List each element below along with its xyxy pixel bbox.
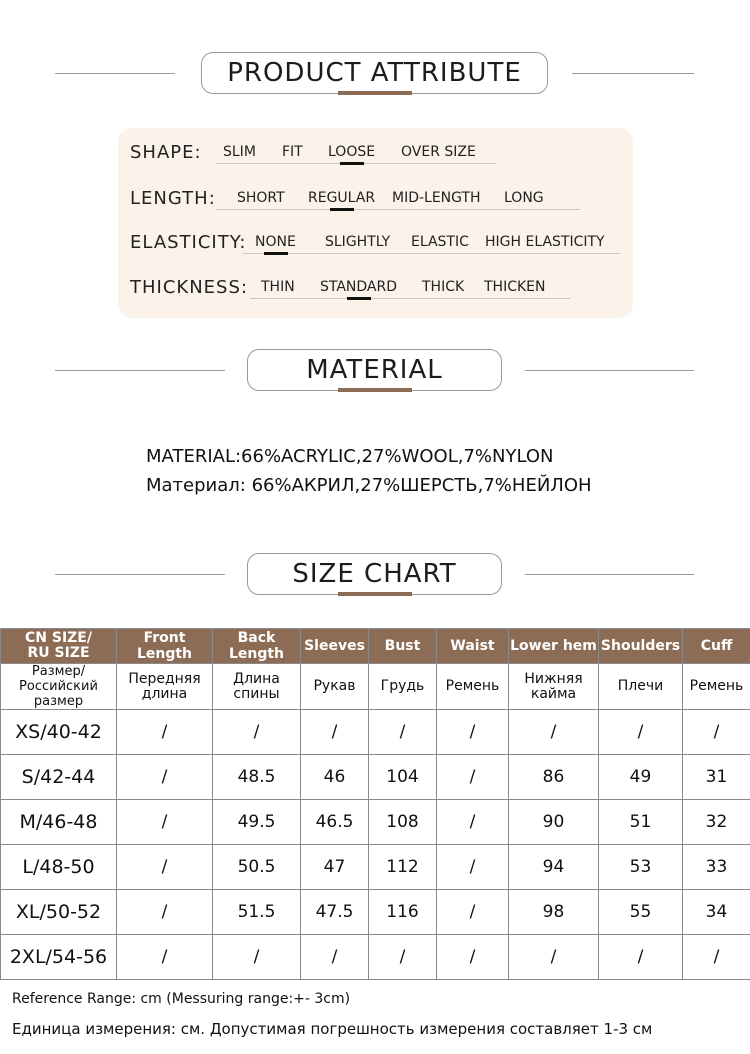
selected-marker bbox=[264, 252, 288, 255]
value-cell: 46 bbox=[301, 755, 369, 800]
size-cell: 2XL/54-56 bbox=[1, 935, 117, 980]
attribute-label: ELASTICITY: bbox=[130, 232, 247, 253]
selected-marker bbox=[340, 162, 364, 165]
header-cell: Front Length bbox=[117, 629, 213, 664]
header-cell: Bust bbox=[369, 629, 437, 664]
header-cell-ru: Передняя длина bbox=[117, 664, 213, 710]
attribute-option: SLIGHTLY bbox=[325, 234, 391, 250]
value-cell: 32 bbox=[683, 800, 750, 845]
title-accent-bar bbox=[338, 592, 412, 596]
attribute-option: SHORT bbox=[237, 190, 285, 206]
table-row bbox=[1, 935, 750, 980]
table-row bbox=[1, 800, 750, 845]
value-cell: 31 bbox=[683, 755, 750, 800]
table-header-ru bbox=[1, 664, 750, 710]
header-cell-ru: Ремень bbox=[437, 664, 509, 710]
value-cell: / bbox=[509, 710, 599, 755]
header-cell-ru: Размер/ Российский размер bbox=[1, 664, 117, 710]
value-cell: / bbox=[213, 935, 301, 980]
reference-range-ru: Единица измерения: см. Допустимая погрешность измерения составляет 1-3 см bbox=[12, 1020, 653, 1038]
attribute-option: MID-LENGTH bbox=[392, 190, 481, 206]
attribute-option: SLIM bbox=[223, 144, 256, 160]
value-cell: 53 bbox=[599, 845, 683, 890]
value-cell: 50.5 bbox=[213, 845, 301, 890]
value-cell: / bbox=[437, 890, 509, 935]
table-row bbox=[1, 890, 750, 935]
value-cell: 47 bbox=[301, 845, 369, 890]
value-cell: / bbox=[117, 845, 213, 890]
value-cell: 47.5 bbox=[301, 890, 369, 935]
value-cell: 94 bbox=[509, 845, 599, 890]
attribute-option: OVER SIZE bbox=[401, 144, 476, 160]
value-cell: / bbox=[117, 710, 213, 755]
value-cell: / bbox=[213, 710, 301, 755]
title-accent-bar bbox=[338, 91, 412, 95]
attribute-option: THICK bbox=[422, 279, 465, 295]
attribute-option: THIN bbox=[261, 279, 295, 295]
material-title-text: MATERIAL bbox=[306, 355, 443, 385]
value-cell: / bbox=[117, 890, 213, 935]
value-cell: 33 bbox=[683, 845, 750, 890]
attribute-option: NONE bbox=[255, 234, 296, 250]
value-cell: / bbox=[599, 935, 683, 980]
table-header-en bbox=[1, 629, 750, 664]
size-cell: XS/40-42 bbox=[1, 710, 117, 755]
reference-range-en: Reference Range: cm (Messuring range:+- 3cm) bbox=[12, 991, 351, 1007]
header-cell-ru: Грудь bbox=[369, 664, 437, 710]
size-cell: L/48-50 bbox=[1, 845, 117, 890]
material-ru: Материал: 66%АКРИЛ,27%ШЕРСТЬ,7%НЕЙЛОН bbox=[146, 475, 592, 496]
attribute-option: FIT bbox=[282, 144, 303, 160]
attribute-title-text: PRODUCT ATTRIBUTE bbox=[227, 58, 522, 88]
size-cell: S/42-44 bbox=[1, 755, 117, 800]
attribute-option: THICKEN bbox=[484, 279, 546, 295]
value-cell: 48.5 bbox=[213, 755, 301, 800]
selected-marker bbox=[330, 208, 354, 211]
attribute-label: THICKNESS: bbox=[130, 277, 248, 298]
header-cell-ru: Рукав bbox=[301, 664, 369, 710]
value-cell: / bbox=[369, 935, 437, 980]
attribute-option: STANDARD bbox=[320, 279, 398, 295]
table-row bbox=[1, 710, 750, 755]
header-cell: Shoulders bbox=[599, 629, 683, 664]
attribute-option: ELASTIC bbox=[411, 234, 469, 250]
attribute-option: LONG bbox=[504, 190, 544, 206]
value-cell: 34 bbox=[683, 890, 750, 935]
value-cell: / bbox=[509, 935, 599, 980]
material-en: MATERIAL:66%ACRYLIC,27%WOOL,7%NYLON bbox=[146, 446, 554, 467]
divider-left bbox=[55, 574, 225, 575]
value-cell: / bbox=[369, 710, 437, 755]
attribute-option: REGULAR bbox=[308, 190, 376, 206]
attribute-underline bbox=[243, 253, 620, 254]
title-accent-bar bbox=[338, 388, 412, 392]
value-cell: / bbox=[683, 935, 750, 980]
attribute-underline bbox=[250, 298, 570, 299]
value-cell: 55 bbox=[599, 890, 683, 935]
header-cell: Cuff bbox=[683, 629, 750, 664]
value-cell: / bbox=[437, 845, 509, 890]
value-cell: / bbox=[437, 710, 509, 755]
header-cell-ru: Плечи bbox=[599, 664, 683, 710]
header-cell: Lower hem bbox=[509, 629, 599, 664]
value-cell: 104 bbox=[369, 755, 437, 800]
size-chart-table bbox=[0, 628, 750, 980]
header-cell: Sleeves bbox=[301, 629, 369, 664]
value-cell: 49 bbox=[599, 755, 683, 800]
value-cell: / bbox=[683, 710, 750, 755]
section-title-attribute bbox=[201, 52, 548, 94]
divider-right bbox=[572, 73, 694, 74]
divider-right bbox=[525, 574, 694, 575]
value-cell: / bbox=[117, 800, 213, 845]
value-cell: 98 bbox=[509, 890, 599, 935]
section-title-material bbox=[247, 349, 502, 391]
value-cell: 112 bbox=[369, 845, 437, 890]
value-cell: 51.5 bbox=[213, 890, 301, 935]
divider-left bbox=[55, 73, 175, 74]
table-row bbox=[1, 755, 750, 800]
header-cell: Back Length bbox=[213, 629, 301, 664]
value-cell: 51 bbox=[599, 800, 683, 845]
size-cell: M/46-48 bbox=[1, 800, 117, 845]
value-cell: / bbox=[301, 935, 369, 980]
value-cell: / bbox=[301, 710, 369, 755]
size-title-text: SIZE CHART bbox=[292, 559, 457, 589]
value-cell: / bbox=[599, 710, 683, 755]
value-cell: / bbox=[117, 755, 213, 800]
section-title-size bbox=[247, 553, 502, 595]
size-cell: XL/50-52 bbox=[1, 890, 117, 935]
attribute-label: SHAPE: bbox=[130, 142, 202, 163]
value-cell: / bbox=[437, 800, 509, 845]
value-cell: 116 bbox=[369, 890, 437, 935]
value-cell: 90 bbox=[509, 800, 599, 845]
table-row bbox=[1, 845, 750, 890]
value-cell: 86 bbox=[509, 755, 599, 800]
attribute-underline bbox=[216, 209, 580, 210]
attribute-option: LOOSE bbox=[328, 144, 376, 160]
attribute-option: HIGH ELASTICITY bbox=[485, 234, 605, 250]
header-cell: CN SIZE/ RU SIZE bbox=[1, 629, 117, 664]
value-cell: / bbox=[437, 755, 509, 800]
header-cell-ru: Ремень bbox=[683, 664, 750, 710]
divider-left bbox=[55, 370, 225, 371]
value-cell: / bbox=[437, 935, 509, 980]
attribute-label: LENGTH: bbox=[130, 188, 216, 209]
header-cell-ru: Нижняя кайма bbox=[509, 664, 599, 710]
header-cell-ru: Длина спины bbox=[213, 664, 301, 710]
value-cell: 49.5 bbox=[213, 800, 301, 845]
header-cell: Waist bbox=[437, 629, 509, 664]
selected-marker bbox=[347, 297, 371, 300]
value-cell: 46.5 bbox=[301, 800, 369, 845]
divider-right bbox=[525, 370, 694, 371]
value-cell: 108 bbox=[369, 800, 437, 845]
value-cell: / bbox=[117, 935, 213, 980]
